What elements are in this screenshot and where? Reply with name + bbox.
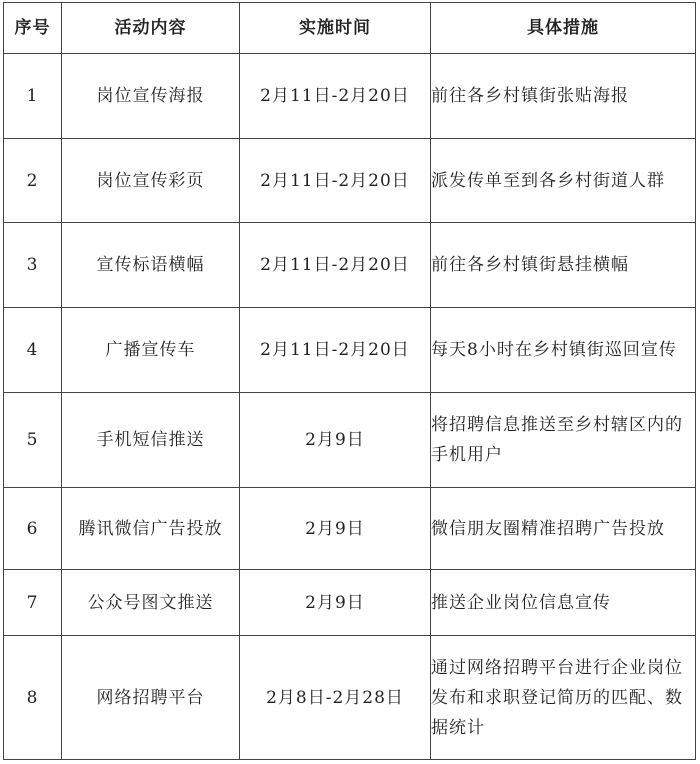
row-time: 2月11日-2月20日 xyxy=(240,139,431,223)
row-time: 2月9日 xyxy=(240,393,431,488)
row-measure: 微信朋友圈精准招聘广告投放 xyxy=(431,488,696,570)
row-no: 4 xyxy=(4,308,62,393)
row-measure: 每天8小时在乡村镇街巡回宣传 xyxy=(431,308,696,393)
table-row xyxy=(4,139,696,223)
row-no: 5 xyxy=(4,393,62,488)
row-activity: 宣传标语横幅 xyxy=(62,223,240,308)
row-measure: 通过网络招聘平台进行企业岗位发布和求职登记简历的匹配、数据统计 xyxy=(431,636,696,760)
row-no: 6 xyxy=(4,488,62,570)
row-activity: 腾讯微信广告投放 xyxy=(62,488,240,570)
row-activity: 广播宣传车 xyxy=(62,308,240,393)
row-activity: 公众号图文推送 xyxy=(62,570,240,636)
row-time: 2月11日-2月20日 xyxy=(240,223,431,308)
table-row xyxy=(4,308,696,393)
header-no: 序号 xyxy=(4,3,62,54)
row-measure: 前往各乡村镇街悬挂横幅 xyxy=(431,223,696,308)
row-time: 2月8日-2月28日 xyxy=(240,636,431,760)
header-measure: 具体措施 xyxy=(431,3,696,54)
row-activity: 岗位宣传彩页 xyxy=(62,139,240,223)
row-measure: 前往各乡村镇街张贴海报 xyxy=(431,54,696,139)
row-activity: 网络招聘平台 xyxy=(62,636,240,760)
row-time: 2月11日-2月20日 xyxy=(240,54,431,139)
row-no: 2 xyxy=(4,139,62,223)
row-measure: 推送企业岗位信息宣传 xyxy=(431,570,696,636)
measures-table xyxy=(3,2,696,760)
row-no: 3 xyxy=(4,223,62,308)
table-row xyxy=(4,488,696,570)
header-time: 实施时间 xyxy=(240,3,431,54)
row-no: 1 xyxy=(4,54,62,139)
row-time: 2月9日 xyxy=(240,570,431,636)
row-no: 7 xyxy=(4,570,62,636)
row-activity: 岗位宣传海报 xyxy=(62,54,240,139)
table-row xyxy=(4,570,696,636)
row-measure: 将招聘信息推送至乡村辖区内的手机用户 xyxy=(431,393,696,488)
table-row xyxy=(4,223,696,308)
row-no: 8 xyxy=(4,636,62,760)
table-row xyxy=(4,393,696,488)
row-time: 2月11日-2月20日 xyxy=(240,308,431,393)
row-measure: 派发传单至到各乡村街道人群 xyxy=(431,139,696,223)
row-activity: 手机短信推送 xyxy=(62,393,240,488)
table-row xyxy=(4,636,696,760)
table-header-row xyxy=(4,3,696,54)
row-time: 2月9日 xyxy=(240,488,431,570)
table-row xyxy=(4,54,696,139)
header-activity: 活动内容 xyxy=(62,3,240,54)
